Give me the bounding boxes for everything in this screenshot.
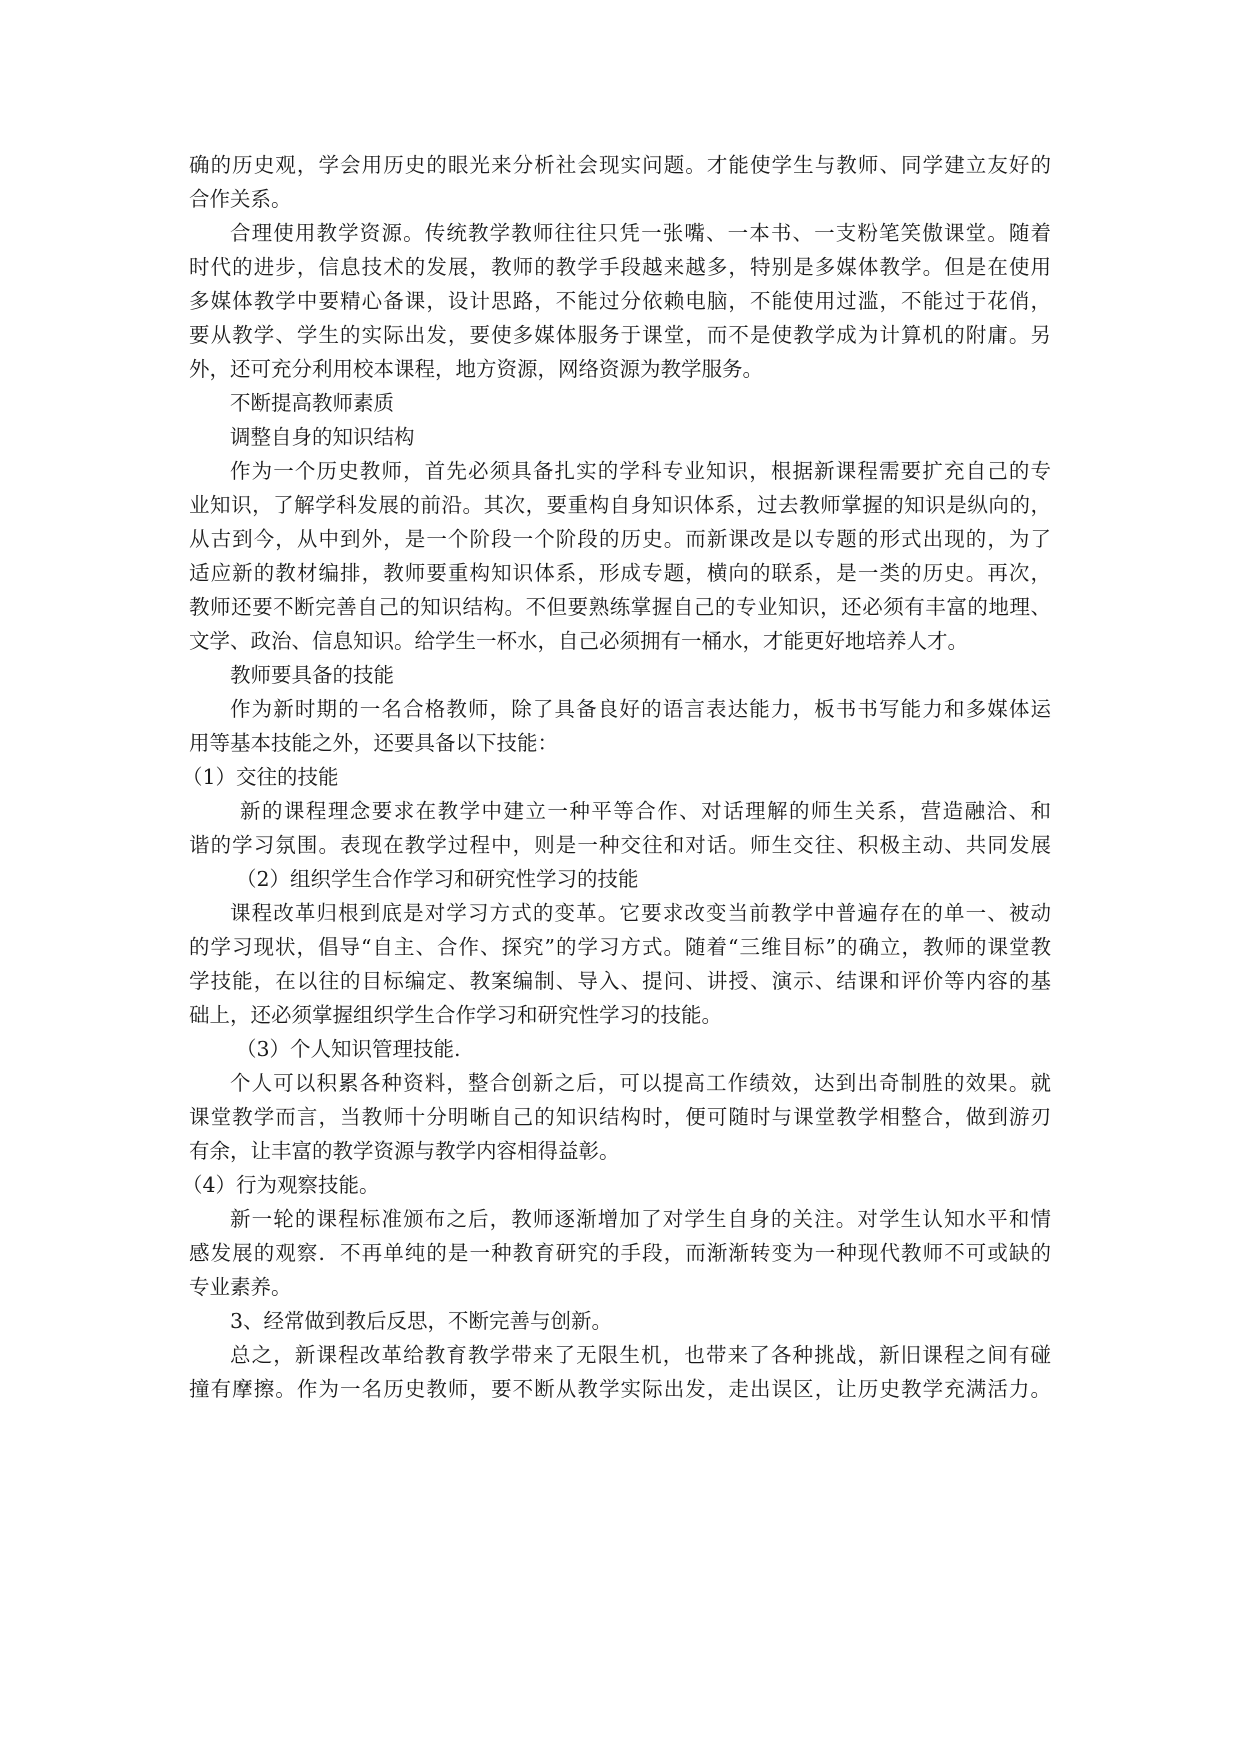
text-line: 感发展的观察．不再单纯的是一种教育研究的手段，而渐渐转变为一种现代教师不可或缺的 [189, 1241, 1051, 1265]
section-heading: 3、经常做到教后反思，不断完善与创新。 [230, 1309, 613, 1333]
text-line: 的学习现状，倡导“自主、合作、探究”的学习方式。随着“三维目标”的确立，教师的课堂教 [189, 935, 1051, 959]
text-line: 新一轮的课程标准颁布之后，教师逐渐增加了对学生自身的关注。对学生认知水平和情 [230, 1207, 1051, 1231]
text-line: 业知识，了解学科发展的前沿。其次，要重构自身知识体系，过去教师掌握的知识是纵向的， [189, 493, 1051, 517]
text-line: 合理使用教学资源。传统教学教师往往只凭一张嘴、一本书、一支粉笔笑傲课堂。随着 [230, 221, 1051, 245]
text-line: 从古到今，从中到外，是一个阶段一个阶段的历史。而新课改是以专题的形式出现的，为了 [189, 527, 1051, 551]
text-line: 专业素养。 [189, 1275, 292, 1299]
text-line: 总之，新课程改革给教育教学带来了无限生机，也带来了各种挑战，新旧课程之间有碰 [230, 1343, 1051, 1367]
text-line: 个人可以积累各种资料，整合创新之后，可以提高工作绩效，达到出奇制胜的效果。就 [230, 1071, 1051, 1095]
list-item-heading: （3）个人知识管理技能. [236, 1037, 461, 1061]
text-line: 要从教学、学生的实际出发，要使多媒体服务于课堂，而不是使教学成为计算机的附庸。另 [189, 323, 1051, 347]
text-line: 教师还要不断完善自己的知识结构。不但要熟练掌握自己的专业知识，还必须有丰富的地理、 [189, 595, 1051, 619]
text-line: 作为一个历史教师，首先必须具备扎实的学科专业知识，根据新课程需要扩充自己的专 [230, 459, 1051, 483]
list-item-heading: （1）交往的技能 [182, 765, 339, 789]
text-line: 适应新的教材编排，教师要重构知识体系，形成专题，横向的联系，是一类的历史。再次， [189, 561, 1051, 585]
text-line: 谐的学习氛围。表现在教学过程中，则是一种交往和对话。师生交往、积极主动、共同发展 [189, 833, 1051, 857]
text-line: 学技能，在以往的目标编定、教案编制、导入、提问、讲授、演示、结课和评价等内容的基 [189, 969, 1051, 993]
text-line: 多媒体教学中要精心备课，设计思路，不能过分依赖电脑，不能使用过滥，不能过于花俏， [189, 289, 1051, 313]
list-item-heading: （2）组织学生合作学习和研究性学习的技能 [236, 867, 639, 891]
text-line: 文学、政治、信息知识。给学生一杯水，自己必须拥有一桶水，才能更好地培养人才。 [189, 629, 968, 653]
text-line: 新的课程理念要求在教学中建立一种平等合作、对话理解的师生关系，营造融洽、和 [240, 799, 1051, 823]
subsection-heading: 调整自身的知识结构 [230, 425, 415, 449]
text-line: 有余，让丰富的教学资源与教学内容相得益彰。 [189, 1139, 620, 1163]
text-line: 外，还可充分利用校本课程，地方资源，网络资源为教学服务。 [189, 357, 763, 381]
text-line: 课堂教学而言，当教师十分明晰自己的知识结构时，便可随时与课堂教学相整合，做到游刃 [189, 1105, 1051, 1129]
text-line: 作为新时期的一名合格教师，除了具备良好的语言表达能力，板书书写能力和多媒体运 [230, 697, 1051, 721]
list-item-heading: （4）行为观察技能。 [182, 1173, 380, 1197]
text-line: 课程改革归根到底是对学习方式的变革。它要求改变当前教学中普遍存在的单一、被动 [230, 901, 1051, 925]
subsection-heading: 教师要具备的技能 [230, 663, 394, 687]
text-line: 撞有摩擦。作为一名历史教师，要不断从教学实际出发，走出误区，让历史教学充满活力。 [189, 1377, 1051, 1401]
text-line: 础上，还必须掌握组织学生合作学习和研究性学习的技能。 [189, 1003, 722, 1027]
text-line: 合作关系。 [189, 187, 292, 211]
text-line: 确的历史观，学会用历史的眼光来分析社会现实问题。才能使学生与教师、同学建立友好的 [189, 153, 1051, 177]
section-heading: 不断提高教师素质 [230, 391, 394, 415]
text-line: 用等基本技能之外，还要具备以下技能： [189, 731, 558, 755]
text-line: 时代的进步，信息技术的发展，教师的教学手段越来越多，特别是多媒体教学。但是在使用 [189, 255, 1051, 279]
